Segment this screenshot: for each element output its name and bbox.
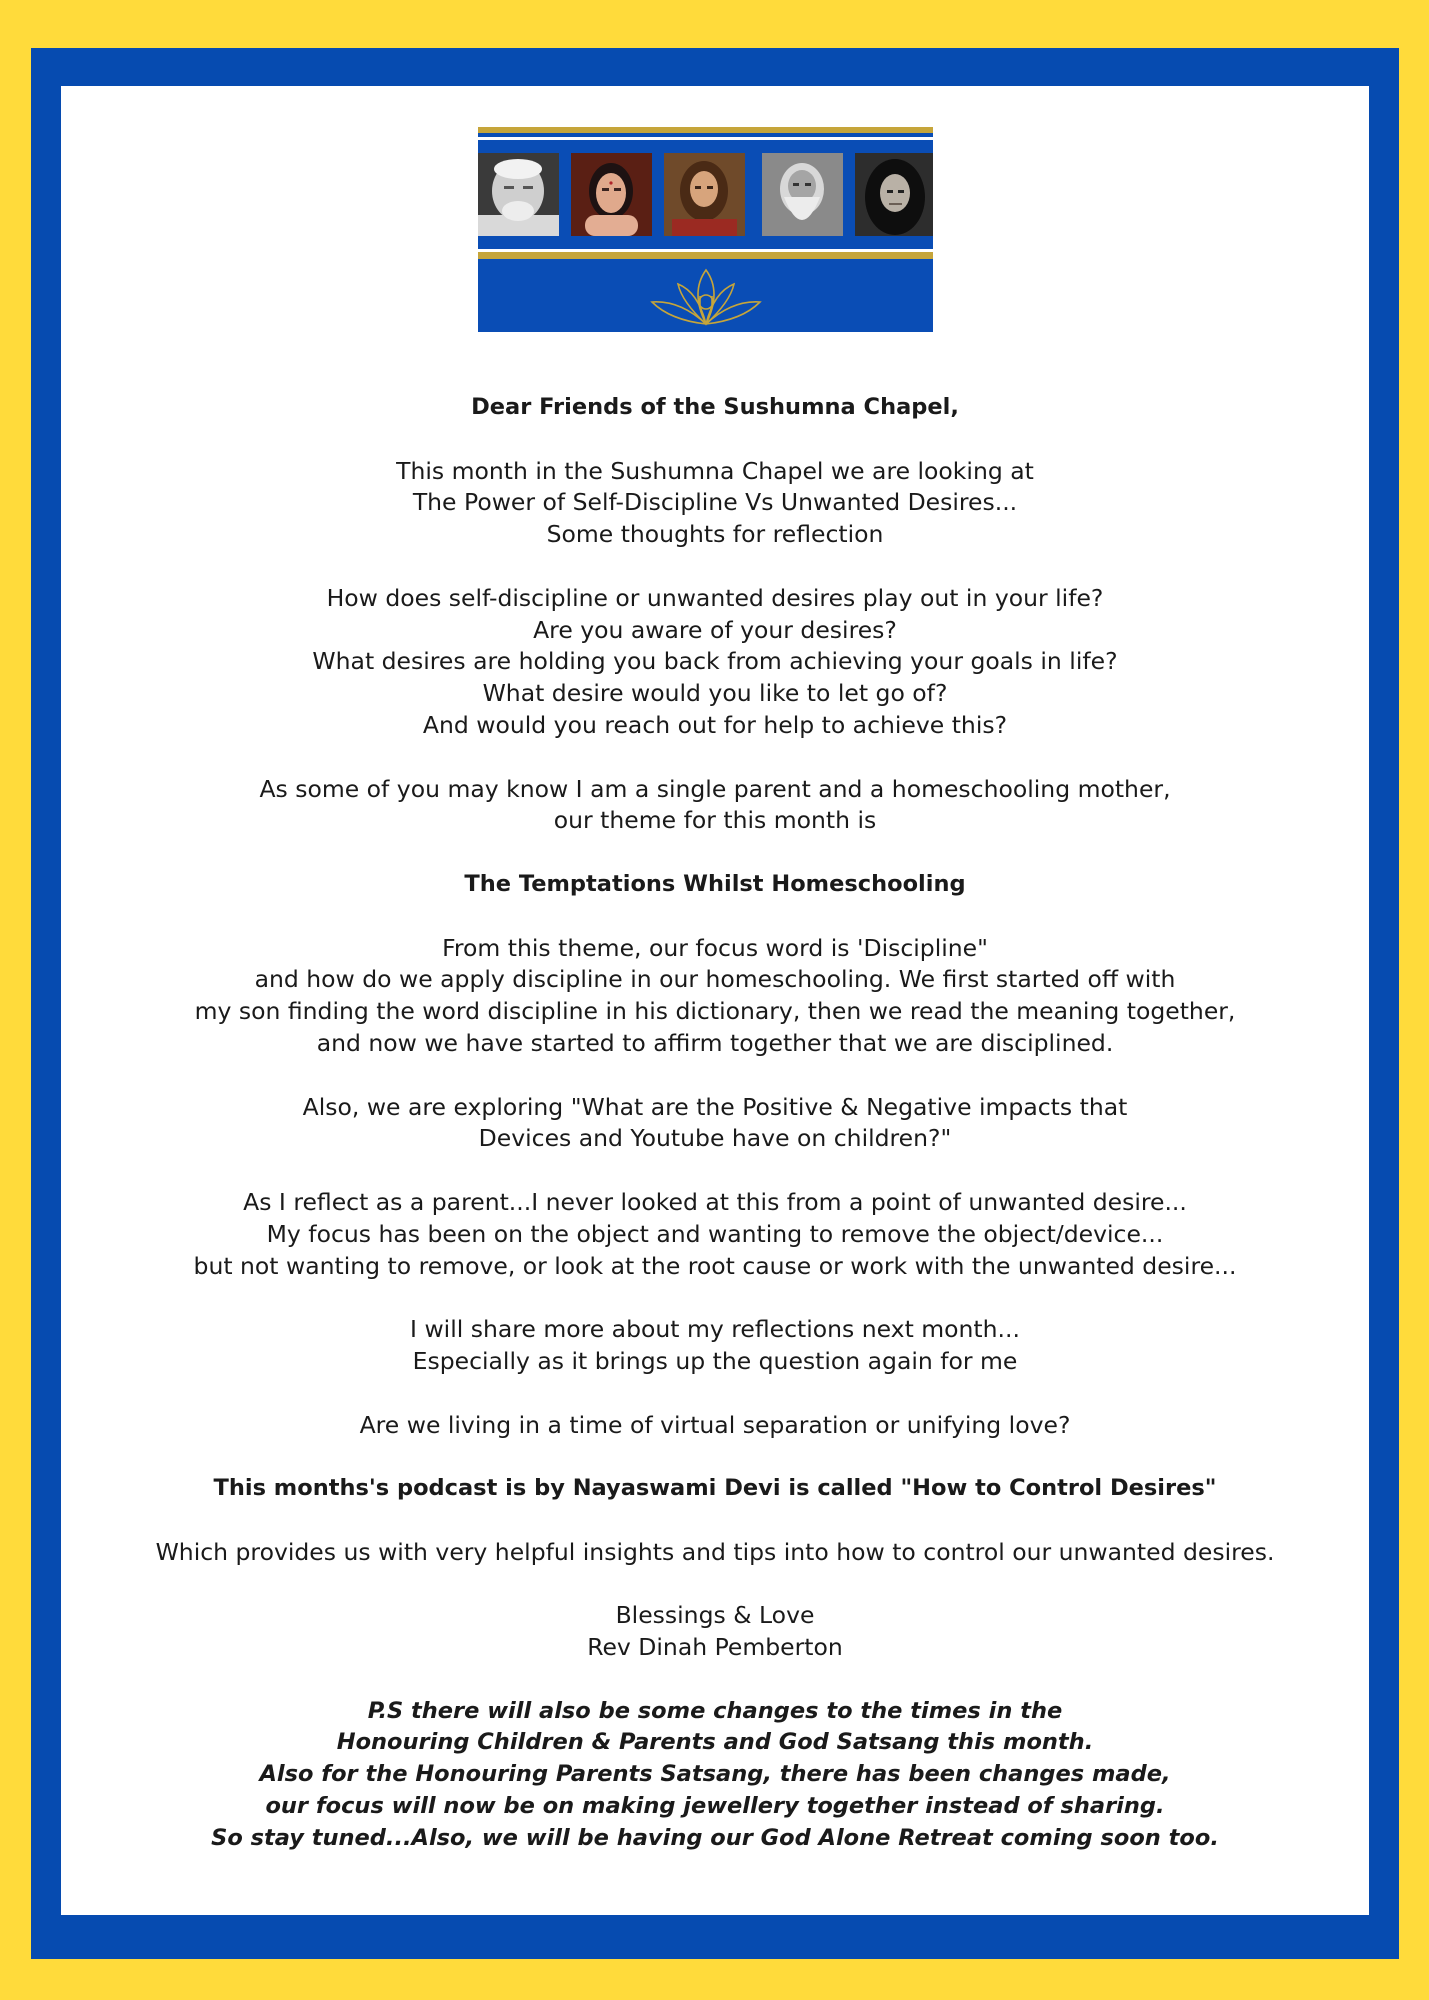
question-line: And would you reach out for help to achieve this? (422, 710, 1008, 739)
signoff: Blessings & Love (615, 1601, 815, 1630)
question-line: Are you aware of your desires? (533, 615, 897, 644)
letter-body (61, 392, 1369, 1855)
theme-intro-line: our theme for this month is (553, 806, 877, 835)
reflection-line: As I reflect as a parent...I never looked at this from a point of unwanted desire... (243, 1187, 1187, 1216)
portrait-icon-long-hair-yogi (855, 153, 933, 236)
podcast-title: This months's podcast is by Nayaswami Devi is called "How to Control Desires" (213, 1475, 1217, 1502)
ps-line: Honouring Children & Parents and God Satsang this month. (336, 1729, 1094, 1756)
focus-line: and now we have started to affirm together that we are disciplined. (316, 1028, 1114, 1057)
focus-line: and how do we apply discipline in our homeschooling. We first started off with (254, 965, 1176, 994)
focus-line: my son finding the word discipline in his dictionary, then we read the meaning together, (194, 997, 1236, 1026)
portrait-icon-elder-white-hair (478, 153, 559, 236)
ps-line: Also for the Honouring Parents Satsang, there has been changes made, (259, 1761, 1171, 1788)
focus-line: From this theme, our focus word is 'Discipline" (442, 933, 988, 962)
reflection-line: My focus has been on the object and wanting to remove the object/device... (266, 1219, 1164, 1248)
banner-gold-stripe-top (478, 127, 933, 133)
intro-line: This month in the Sushumna Chapel we are looking at (396, 456, 1034, 485)
reflection-line: but not wanting to remove, or look at the root cause or work with the unwanted desire... (193, 1251, 1237, 1280)
portrait-icon-saint-woman (571, 153, 652, 236)
intro-line: Some thoughts for reflection (546, 520, 884, 549)
intro-line: The Power of Self-Discipline Vs Unwanted Desires... (412, 488, 1018, 517)
banner-gap (478, 239, 933, 242)
theme-intro-line: As some of you may know I am a single parent and a homeschooling mother, (259, 774, 1171, 803)
ps-line: our focus will now be on making jewellery together instead of sharing. (265, 1793, 1165, 1820)
header-banner (478, 127, 933, 332)
greeting: Dear Friends of the Sushumna Chapel, (471, 394, 959, 420)
question-line: What desire would you like to let go of? (482, 679, 948, 708)
lotus-icon (642, 262, 770, 332)
ps-line: P.S there will also be some changes to the times in the (367, 1697, 1063, 1724)
portrait-icon-jesus (664, 153, 745, 236)
portrait-icon-bearded-sage (762, 153, 843, 236)
exploring-line: Devices and Youtube have on children?" (478, 1124, 952, 1153)
banner-gold-stripe-bottom (478, 252, 933, 259)
next-month-line: Especially as it brings up the question again for me (412, 1346, 1018, 1375)
banner-white-stripe-top (478, 137, 933, 140)
signature: Rev Dinah Pemberton (587, 1633, 843, 1662)
question-line: What desires are holding you back from achieving your goals in life? (312, 647, 1118, 676)
theme-title: The Temptations Whilst Homeschooling (464, 870, 966, 897)
ps-line: So stay tuned...Also, we will be having our God Alone Retreat coming soon too. (211, 1824, 1219, 1851)
next-month-line: I will share more about my reflections next month... (410, 1315, 1020, 1344)
question-line: How does self-discipline or unwanted desires play out in your life? (326, 583, 1104, 612)
exploring-line: Also, we are exploring "What are the Positive & Negative impacts that (302, 1092, 1128, 1121)
podcast-note: Which provides us with very helpful insights and tips into how to control our unwanted desires. (155, 1537, 1275, 1566)
reflection-question: Are we living in a time of virtual separation or unifying love? (359, 1410, 1071, 1439)
